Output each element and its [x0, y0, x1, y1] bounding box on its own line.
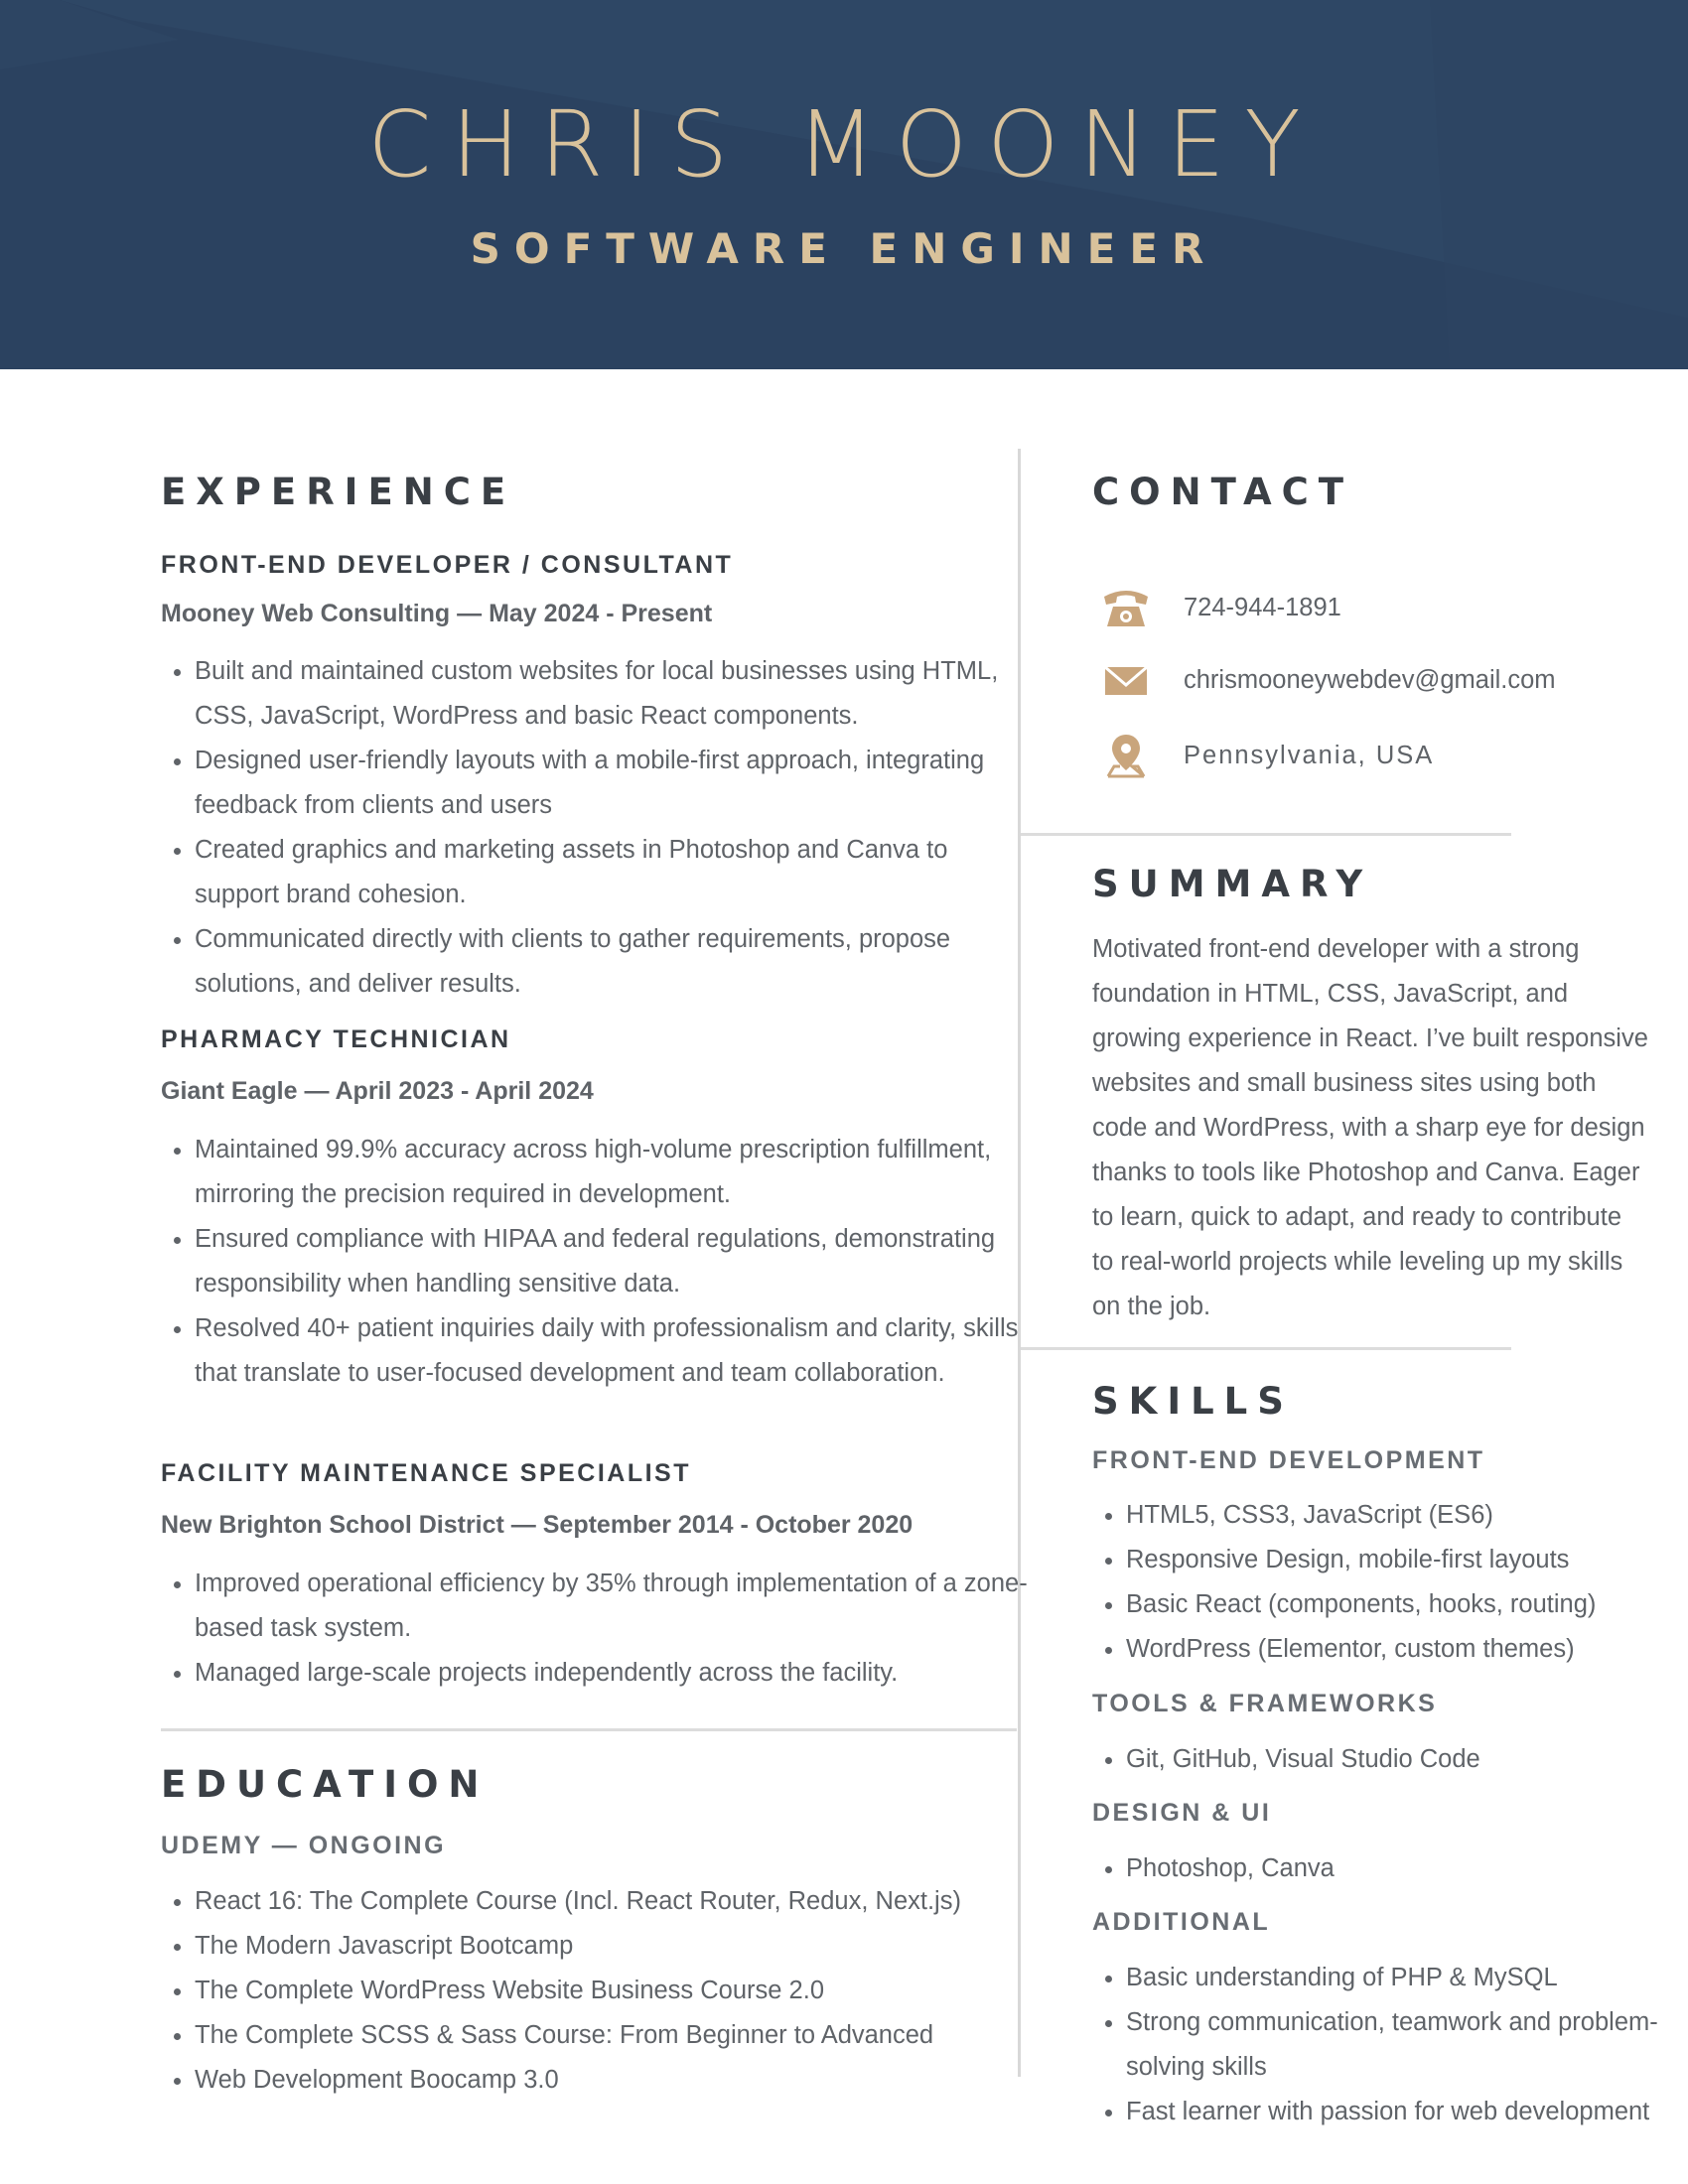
job-bullets — [161, 649, 1029, 1007]
list-item: • WordPress (Elementor, custom themes) — [1126, 1627, 1688, 1672]
summary-heading: SUMMARY — [1092, 863, 1373, 905]
education-subheading: UDEMY — ONGOING — [161, 1832, 447, 1859]
list-item: • Fast learner with passion for web development — [1126, 2090, 1688, 2134]
header-banner — [0, 0, 1688, 369]
list-item: • Photoshop, Canva — [1126, 1846, 1688, 1891]
list-item: • The Complete SCSS & Sass Course: From Beginner to Advanced — [195, 2013, 1039, 2058]
contact-phone[interactable]: 724-944-1891 — [1184, 594, 1341, 621]
contact-heading: CONTACT — [1092, 471, 1353, 513]
list-item: • HTML5, CSS3, JavaScript (ES6) — [1126, 1493, 1688, 1538]
skills-list — [1092, 1737, 1688, 1782]
skills-list — [1092, 1493, 1688, 1672]
skills-list — [1092, 1956, 1688, 2134]
skills-group-title: FRONT-END DEVELOPMENT — [1092, 1446, 1485, 1474]
list-item: • Designed user-friendly layouts with a mobile-first approach, integrating feedback from clients and users — [195, 739, 1029, 828]
experience-education-divider — [161, 1728, 1017, 1731]
skills-heading: SKILLS — [1092, 1380, 1294, 1423]
list-item: • Maintained 99.9% accuracy across high-volume prescription fulfillment, mirroring the precision required in development. — [195, 1128, 1029, 1217]
list-item: • The Modern Javascript Bootcamp — [195, 1924, 1039, 1969]
list-item: • Built and maintained custom websites for local businesses using HTML, CSS, JavaScript, WordPress and basic React components. — [195, 649, 1029, 739]
skills-group-title: TOOLS & FRAMEWORKS — [1092, 1690, 1438, 1717]
candidate-name: CHRIS MOONEY — [367, 91, 1321, 198]
experience-heading: EXPERIENCE — [161, 471, 516, 513]
job-company: New Brighton School District — September 2014 - October 2020 — [161, 1511, 914, 1539]
job-title: PHARMACY TECHNICIAN — [161, 1025, 511, 1053]
contact-summary-divider — [1021, 833, 1511, 836]
job-company: Mooney Web Consulting — May 2024 - Present — [161, 600, 713, 627]
location-pin-icon — [1098, 731, 1154, 780]
list-item: • Strong communication, teamwork and problem-solving skills — [1126, 2000, 1688, 2090]
list-item: • Ensured compliance with HIPAA and federal regulations, demonstrating responsibility when handling sensitive data. — [195, 1217, 1029, 1306]
education-heading: EDUCATION — [161, 1763, 490, 1806]
job-bullets — [161, 1562, 1029, 1696]
job-bullets — [161, 1128, 1029, 1396]
job-title: FRONT-END DEVELOPER / CONSULTANT — [161, 551, 734, 579]
contact-email[interactable]: chrismooneywebdev@gmail.com — [1184, 666, 1556, 694]
list-item: • Web Development Boocamp 3.0 — [195, 2058, 1039, 2103]
skills-group-title: DESIGN & UI — [1092, 1799, 1272, 1827]
list-item: • Basic React (components, hooks, routing) — [1126, 1582, 1688, 1627]
list-item: • Improved operational efficiency by 35% through implementation of a zone-based task system. — [195, 1562, 1029, 1651]
job-company: Giant Eagle — April 2023 - April 2024 — [161, 1077, 594, 1105]
phone-icon — [1098, 583, 1154, 632]
list-item: • Managed large-scale projects independently across the facility. — [195, 1651, 1029, 1696]
list-item: • The Complete WordPress Website Business Course 2.0 — [195, 1969, 1039, 2013]
education-courses — [161, 1879, 1039, 2103]
summary-skills-divider — [1021, 1347, 1511, 1350]
list-item: • Communicated directly with clients to gather requirements, propose solutions, and deliver results. — [195, 917, 1029, 1007]
job-title: FACILITY MAINTENANCE SPECIALIST — [161, 1459, 692, 1487]
list-item: • Git, GitHub, Visual Studio Code — [1126, 1737, 1688, 1782]
list-item: • Created graphics and marketing assets in Photoshop and Canva to support brand cohesion. — [195, 828, 1029, 917]
contact-location: Pennsylvania, USA — [1184, 742, 1435, 769]
list-item: • Resolved 40+ patient inquiries daily with professionalism and clarity, skills that translate to user-focused development and team collaboration. — [195, 1306, 1029, 1396]
list-item: • Responsive Design, mobile-first layouts — [1126, 1538, 1688, 1582]
job-title-header: SOFTWARE ENGINEER — [470, 224, 1218, 273]
envelope-icon — [1098, 655, 1154, 705]
skills-list — [1092, 1846, 1688, 1891]
summary-text: Motivated front-end developer with a strong foundation in HTML, CSS, JavaScript, and growing experience in React. I’ve built responsive websites and small business sites using both code and WordPress, with a sharp eye for design thanks to tools like Photoshop and Canva. Eager to learn, quick to adapt, and ready to contribute to real-world projects while leveling up my skills on the job. — [1092, 935, 1648, 1320]
list-item: • Basic understanding of PHP & MySQL — [1126, 1956, 1688, 2000]
skills-group-title: ADDITIONAL — [1092, 1908, 1271, 1936]
list-item: • React 16: The Complete Course (Incl. React Router, Redux, Next.js) — [195, 1879, 1039, 1924]
